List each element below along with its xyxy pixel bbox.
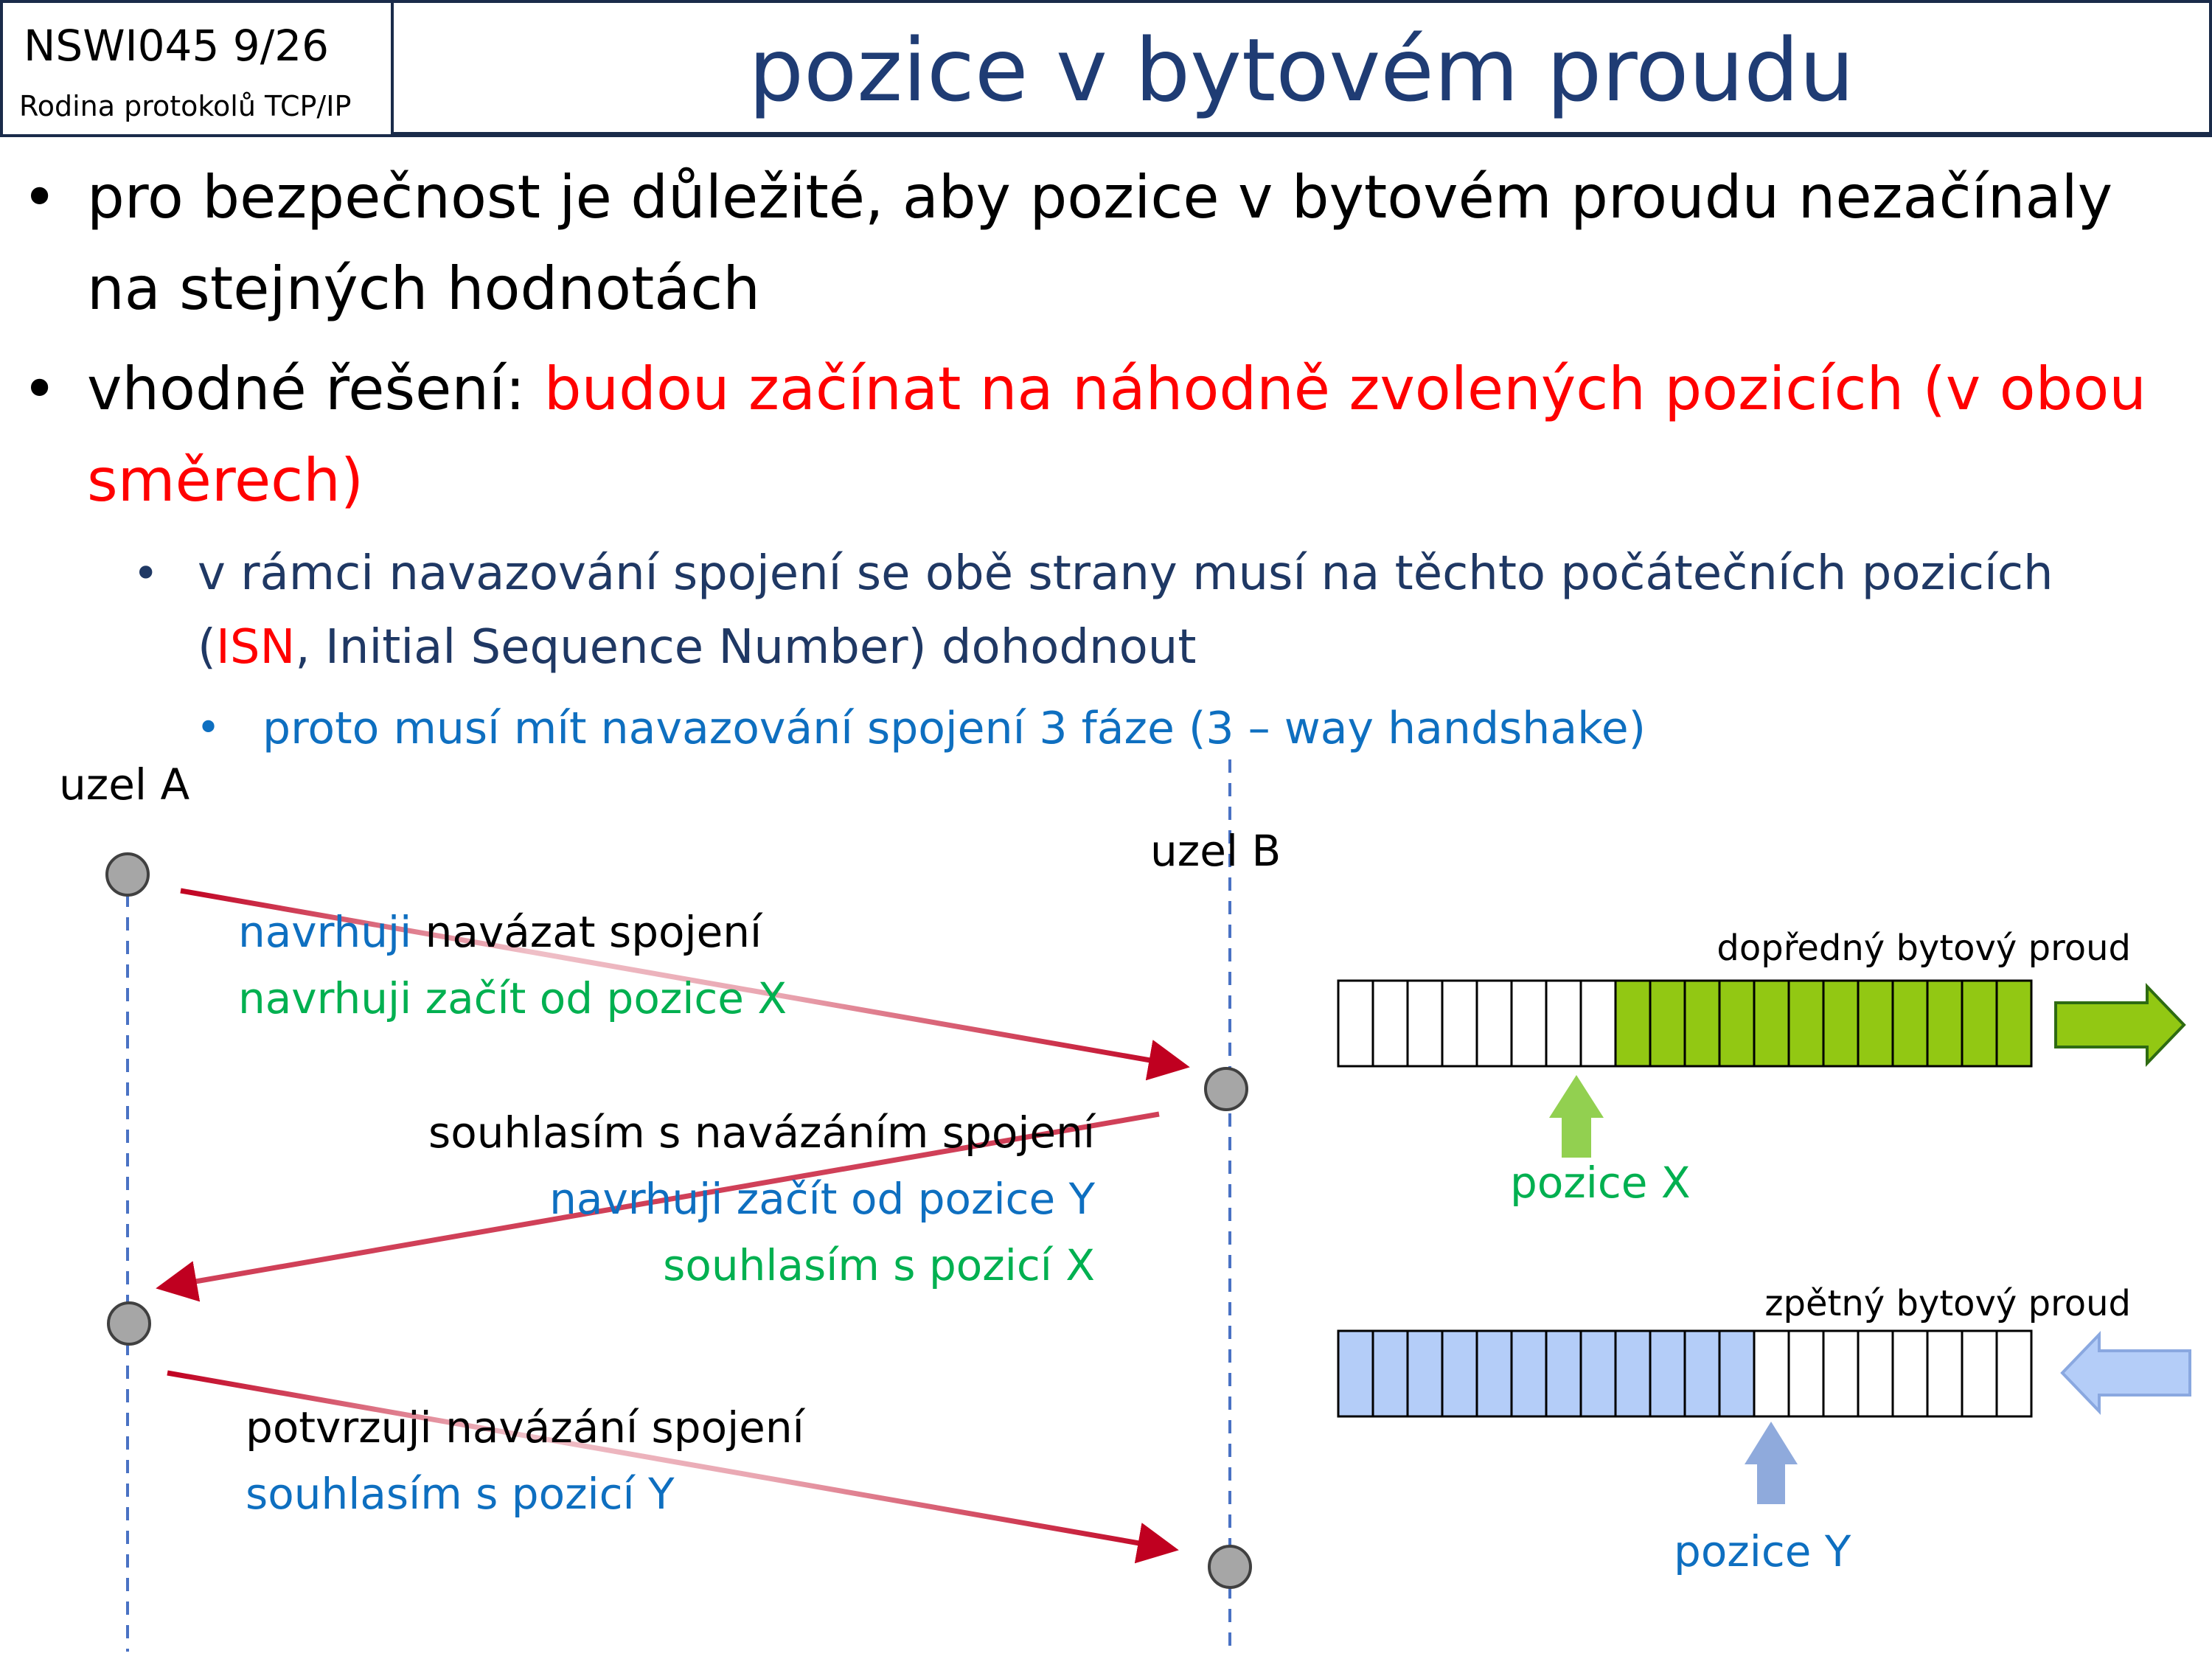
backward-byte-filled-cell: [1512, 1331, 1546, 1416]
node-b-label: uzel B: [1150, 826, 1281, 876]
backward-direction-arrow: [2062, 1335, 2190, 1411]
forward-byte-empty-cell: [1373, 981, 1408, 1066]
isn-abbrev: ISN: [215, 620, 296, 675]
bullet-dot: •: [22, 355, 58, 423]
pos-y-pointer: [1745, 1422, 1798, 1504]
forward-byte-empty-cell: [1477, 981, 1512, 1066]
backward-byte-filled-cell: [1373, 1331, 1408, 1416]
msg1-propose-word: navrhuji: [238, 907, 412, 957]
pos-x-pointer: [1549, 1075, 1604, 1158]
node-a-event-1: [107, 854, 148, 895]
backward-byte-empty-cell: [1823, 1331, 1858, 1416]
sub-sub-bullet-handshake: proto musí mít navazování spojení 3 fáze (3 – way handshake): [262, 703, 1646, 754]
msg1-connect-text: navázat spojení: [411, 907, 762, 957]
bullet-solution-line2: směrech): [87, 446, 364, 515]
forward-byte-filled-cell: [1893, 981, 1927, 1066]
arrow-ack: [167, 1373, 1169, 1548]
backward-byte-filled-cell: [1685, 1331, 1719, 1416]
forward-stream-bar: [1338, 981, 2031, 1066]
node-a-label: uzel A: [59, 759, 190, 810]
backward-byte-filled-cell: [1615, 1331, 1650, 1416]
backward-byte-filled-cell: [1442, 1331, 1477, 1416]
forward-stream-label: dopředný bytový proud: [1717, 928, 2131, 969]
msg1-line2: navrhuji začít od pozice X: [238, 973, 787, 1023]
bullet-security-line1: pro bezpečnost je důležité, aby pozice v bytovém proudu nezačínaly: [87, 163, 2113, 232]
paren-open: (: [198, 620, 216, 675]
msg2-line2: navrhuji začít od pozice Y: [549, 1174, 1095, 1224]
backward-byte-empty-cell: [1927, 1331, 1962, 1416]
node-b-event-2: [1209, 1546, 1251, 1587]
msg2-line1: souhlasím s navázáním spojení: [428, 1107, 1095, 1158]
forward-byte-filled-cell: [1858, 981, 1893, 1066]
sub-bullet-isn-line1: v rámci navazování spojení se obě strany musí na těchto počátečních pozicích: [198, 546, 2053, 601]
forward-byte-empty-cell: [1512, 981, 1546, 1066]
forward-byte-filled-cell: [1615, 981, 1650, 1066]
backward-byte-filled-cell: [1477, 1331, 1512, 1416]
forward-byte-filled-cell: [1927, 981, 1962, 1066]
slide-title: pozice v bytovém proudu: [748, 19, 1854, 121]
backward-byte-filled-cell: [1650, 1331, 1685, 1416]
position-y-label: pozice Y: [1674, 1526, 1851, 1576]
forward-byte-filled-cell: [1685, 981, 1719, 1066]
course-code: NSWI045 9/26: [24, 21, 330, 71]
forward-byte-filled-cell: [1754, 981, 1789, 1066]
backward-byte-filled-cell: [1581, 1331, 1615, 1416]
backward-stream-label: zpětný bytový proud: [1764, 1283, 2131, 1324]
sub-bullet-dot: •: [133, 548, 159, 599]
backward-byte-empty-cell: [1893, 1331, 1927, 1416]
backward-byte-empty-cell: [1789, 1331, 1823, 1416]
backward-byte-empty-cell: [1962, 1331, 1997, 1416]
forward-byte-empty-cell: [1581, 981, 1615, 1066]
isn-expansion: , Initial Sequence Number) dohodnout: [295, 620, 1197, 675]
backward-byte-filled-cell: [1546, 1331, 1581, 1416]
forward-byte-filled-cell: [1789, 981, 1823, 1066]
msg2-line3: souhlasím s pozicí X: [663, 1240, 1095, 1290]
node-b-event-1: [1206, 1068, 1247, 1110]
forward-byte-filled-cell: [1962, 981, 1997, 1066]
forward-byte-empty-cell: [1546, 981, 1581, 1066]
bullet-solution-prefix: vhodné řešení:: [87, 355, 544, 423]
backward-stream-bar: [1338, 1331, 2031, 1416]
position-x-label: pozice X: [1510, 1158, 1691, 1208]
forward-byte-empty-cell: [1338, 981, 1373, 1066]
backward-byte-empty-cell: [1997, 1331, 2031, 1416]
backward-byte-empty-cell: [1858, 1331, 1893, 1416]
backward-byte-filled-cell: [1408, 1331, 1442, 1416]
msg3-line1: potvrzuji navázání spojení: [246, 1402, 804, 1453]
bullet-security-line2: na stejných hodnotách: [87, 254, 760, 323]
forward-byte-filled-cell: [1650, 981, 1685, 1066]
backward-byte-filled-cell: [1338, 1331, 1373, 1416]
backward-byte-empty-cell: [1754, 1331, 1789, 1416]
bullet-solution-highlight: budou začínat na náhodně zvolených pozicích (v obou: [543, 355, 2146, 423]
forward-byte-empty-cell: [1442, 981, 1477, 1066]
bullet-dot: •: [22, 163, 58, 232]
course-name: Rodina protokolů TCP/IP: [19, 90, 352, 122]
msg1-line1: [238, 907, 762, 957]
node-a-event-2: [108, 1303, 150, 1344]
forward-direction-arrow: [2056, 987, 2184, 1063]
sub-sub-bullet-dot: •: [196, 704, 221, 752]
forward-byte-empty-cell: [1408, 981, 1442, 1066]
forward-byte-filled-cell: [1719, 981, 1754, 1066]
backward-byte-filled-cell: [1719, 1331, 1754, 1416]
msg3-line2: souhlasím s pozicí Y: [246, 1469, 675, 1519]
forward-byte-filled-cell: [1997, 981, 2031, 1066]
forward-byte-filled-cell: [1823, 981, 1858, 1066]
